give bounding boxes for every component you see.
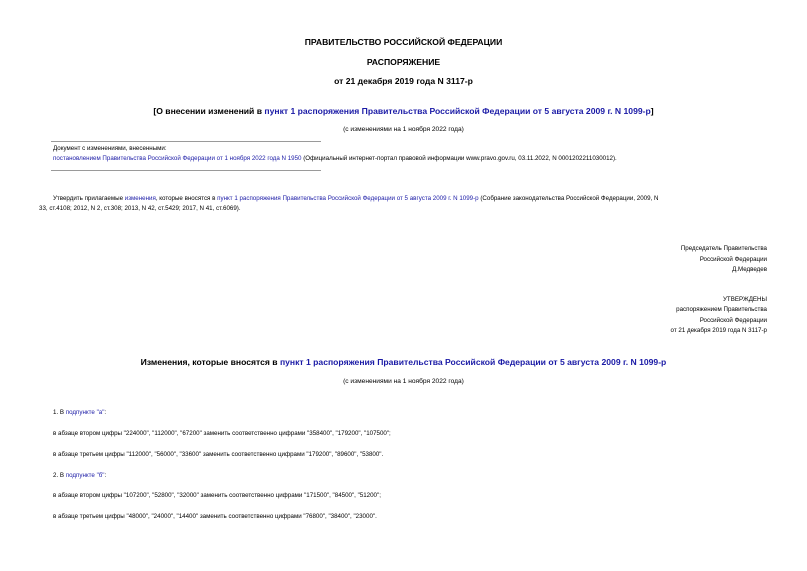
item-1-para-b: в абзаце третьем цифры "112000", "56000", "33600" заменить соответственно цифрами "179200", "89600", "53800". [53,451,384,458]
changes-caption: Документ с изменениями, внесенными: [53,145,167,152]
item-2-heading [53,472,106,479]
approved-heading: УТВЕРЖДЕНЫ [723,296,767,303]
item-2-suffix: : [104,472,107,479]
body-text-mid: , которые вносятся в [155,195,218,202]
annex-title [0,357,807,367]
changes-link[interactable]: постановлением Правительства Российской Федерации от 1 ноября 2022 года N 1950 [53,155,302,162]
item-2-link[interactable]: подпункте "б" [65,472,105,479]
signature-name: Д.Медведев [732,266,767,273]
annex-title-prefix: Изменения, которые вносятся в [140,357,280,367]
changes-box-bottom-rule [51,170,321,171]
item-1-link[interactable]: подпункте "а" [65,409,105,416]
annex-amended-note: (с изменениями на 1 ноября 2022 года) [343,378,464,385]
body-paragraph-line1 [53,195,658,202]
item-1-suffix: : [104,409,107,416]
annex-title-link[interactable]: пункт 1 распоряжения Правительства Российской Федерации от 5 августа 2009 г. N 1099-р [279,357,667,367]
amended-note: (с изменениями на 1 ноября 2022 года) [343,126,464,133]
item-1-para-a: в абзаце втором цифры "224000", "112000", "67200" заменить соответственно цифрами "358400", "179200", "107500"; [53,430,391,437]
changes-tail: (Официальный интернет-портал правовой информации www.pravo.gov.ru, 03.11.2022, N 0001202211030012). [301,155,617,162]
document-type: РАСПОРЯЖЕНИЕ [366,57,441,67]
changes-line [53,155,617,162]
body-text-end: (Собрание законодательства Российской Федерации, 2009, N [478,195,659,202]
document-date-number: от 21 декабря 2019 года N 3117-р [334,76,473,86]
body-paragraph-line2: 33, ст.4108; 2012, N 2, ст.308; 2013, N 42, ст.5429; 2017, N 41, ст.6069). [39,205,241,212]
approved-by: распоряжением Правительства [676,306,767,313]
changes-box-top-rule [51,141,321,142]
item-2-para-b: в абзаце третьем цифры "48000", "24000", "14400" заменить соответственно цифрами "76800", "38400", "23000". [53,513,377,520]
body-text-start: Утвердить прилагаемые [53,195,125,202]
item-2-prefix: 2. В [53,472,66,479]
item-1-heading [53,409,106,416]
approved-org: Российской Федерации [699,317,767,324]
order-link[interactable]: пункт 1 распоряжения Правительства Российской Федерации от 5 августа 2009 г. N 1099-р [217,195,479,202]
item-2-para-a: в абзаце втором цифры "107200", "52800", "32000" заменить соответственно цифрами "171500", "84500", "51200"; [53,492,381,499]
changes-annex-link[interactable]: изменения [124,195,156,202]
government-heading: ПРАВИТЕЛЬСТВО РОССИЙСКОЙ ФЕДЕРАЦИИ [304,37,503,47]
item-1-prefix: 1. В [53,409,66,416]
signature-org: Российской Федерации [699,256,767,263]
title-prefix: [О внесении изменений в [153,106,265,116]
approved-date: от 21 декабря 2019 года N 3117-р [670,327,767,334]
title-link[interactable]: пункт 1 распоряжения Правительства Российской Федерации от 5 августа 2009 г. N 1099-р [264,106,651,116]
signature-title: Председатель Правительства [680,245,767,252]
document-title [0,106,807,116]
title-suffix: ] [650,106,654,116]
